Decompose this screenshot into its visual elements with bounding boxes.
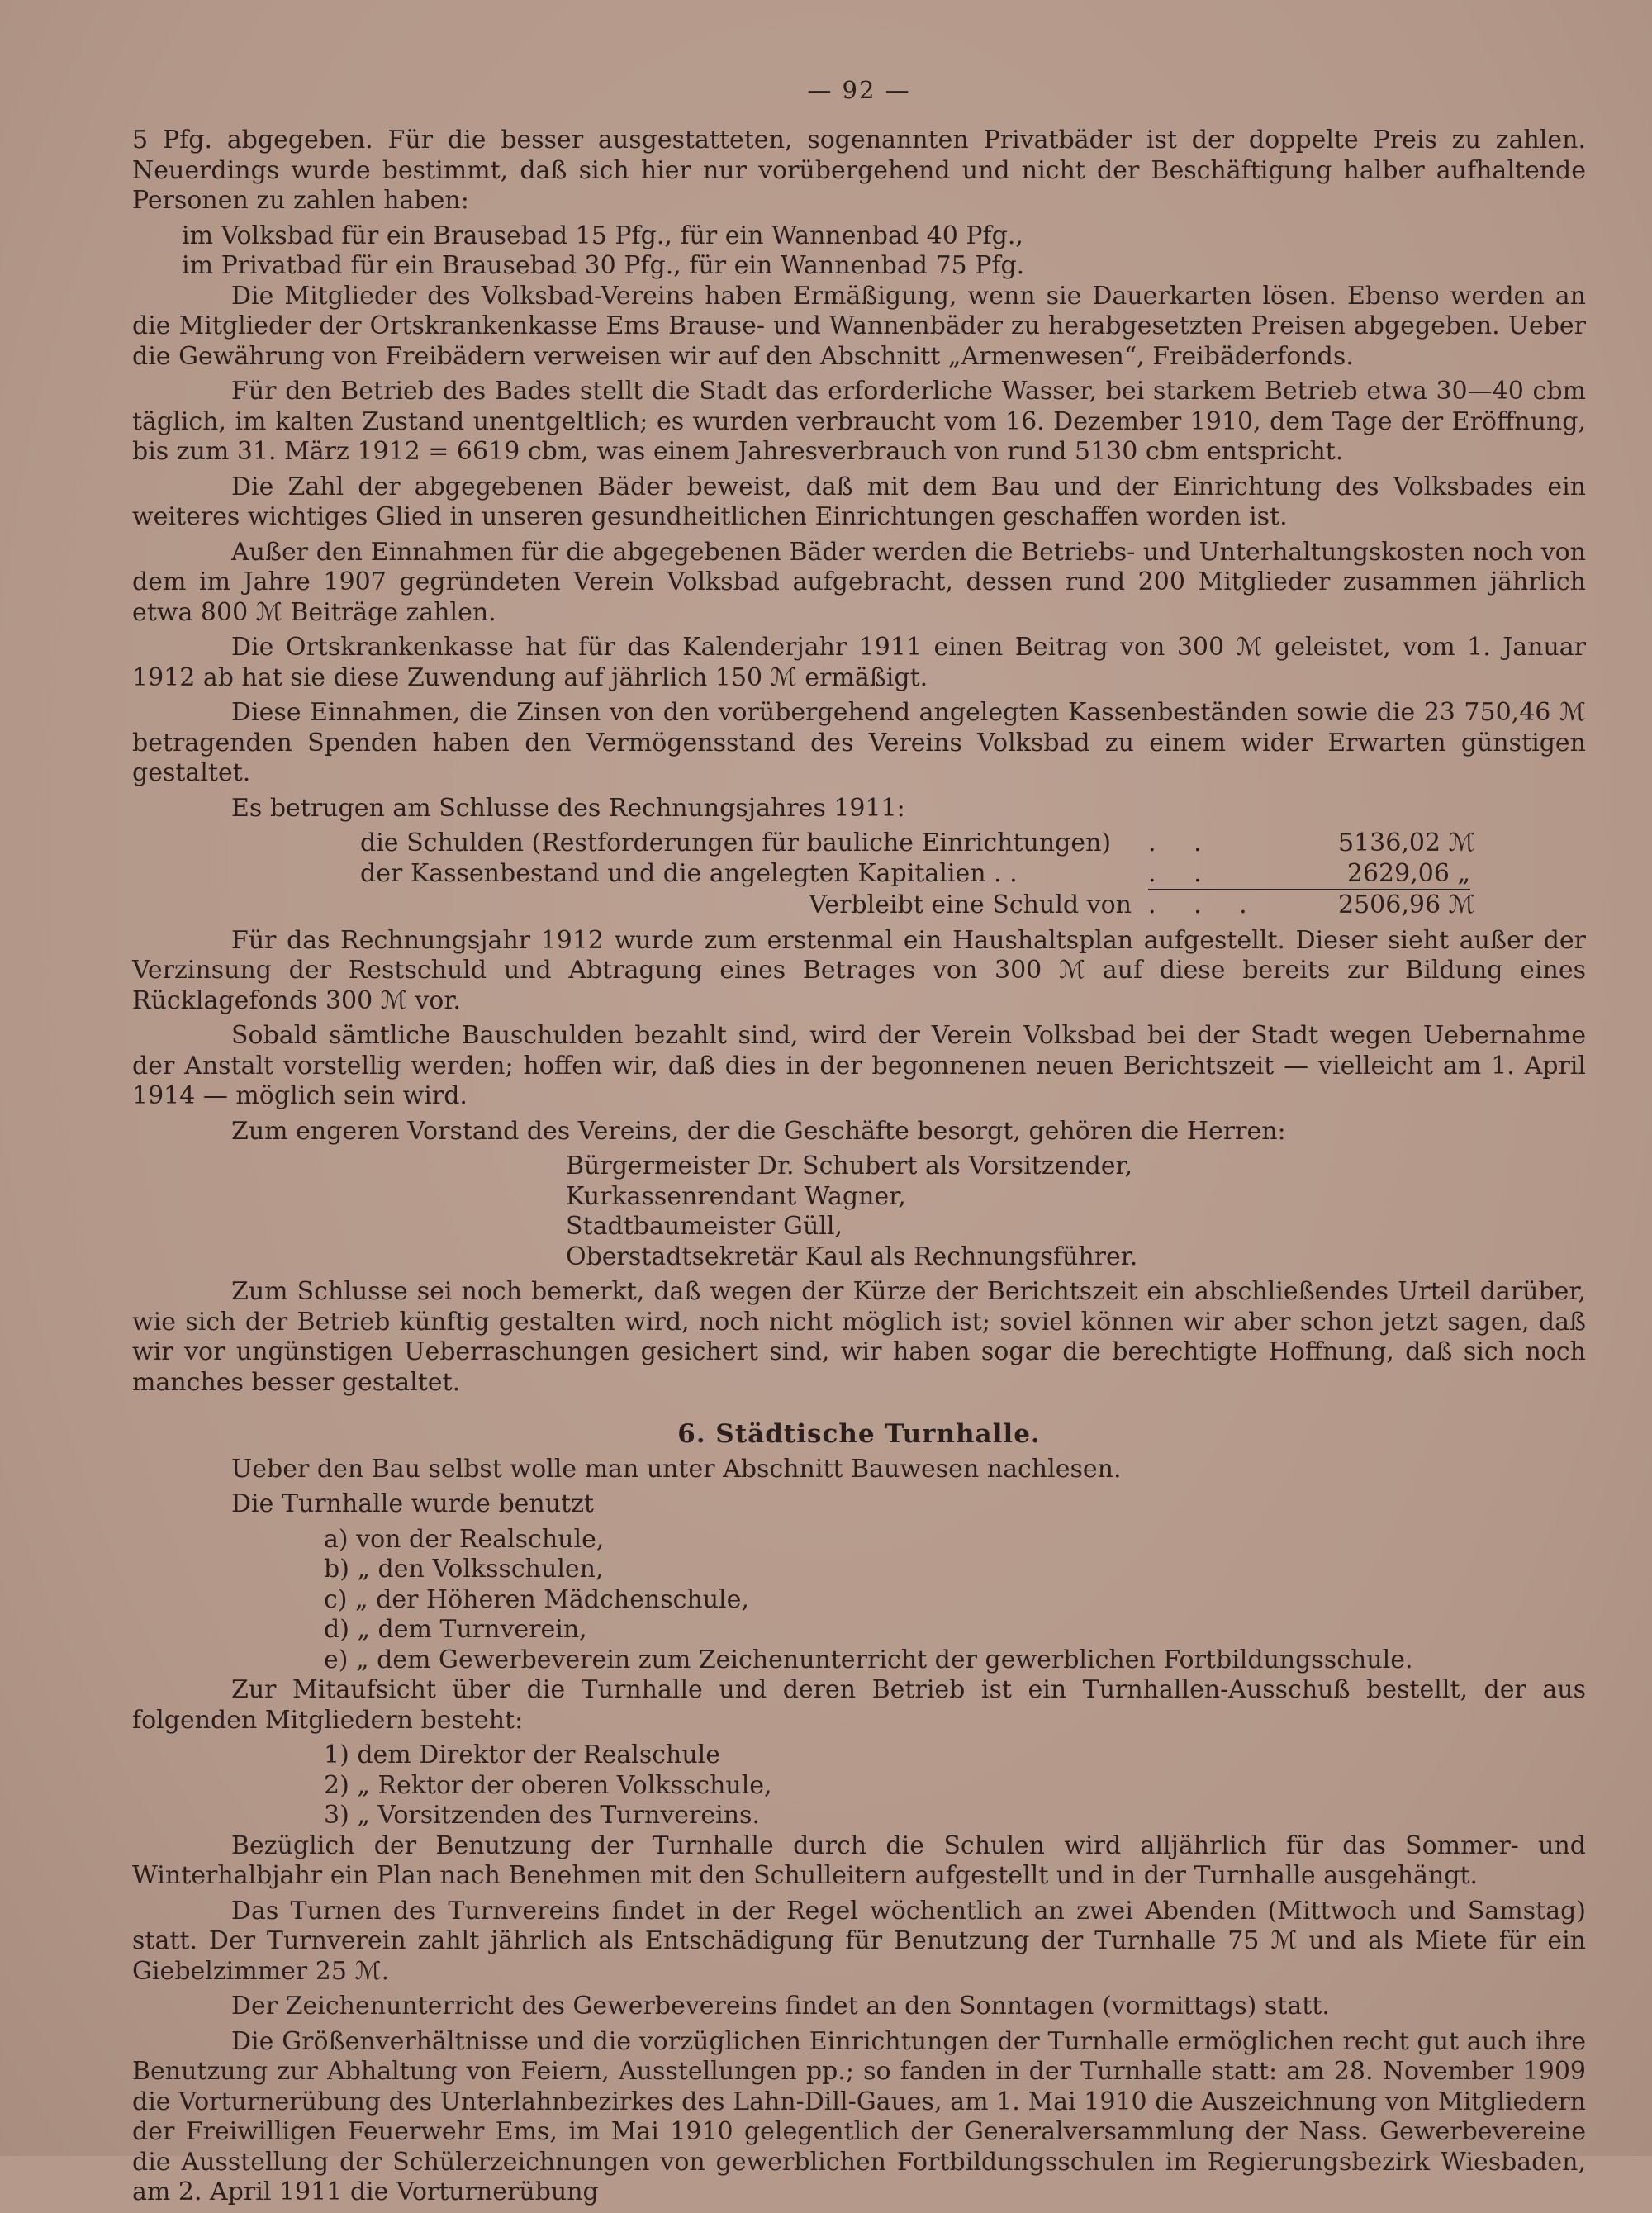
paragraph: Die Größenverhältnisse und die vorzüglichen Einrichtungen der Turnhalle ermöglichen recht gut auch ihre Benutzung zur Abhaltung von Feiern, Ausstellungen pp.; so fanden in der Turnhalle statt: am 28. November 1909 die Vorturnerübung des Unterlahnbezirkes des Lahn-Dill-Gaues, am 1. Mai 1910 die Auszeichnung von Mitgliedern der Freiwilligen Feuerwehr Ems, im Mai 1910 gelegentlich der Generalversammlung der Nass. Gewerbevereine die Ausstellung der Schülerzeichnungen von gewerblichen Fortbildungsschulen im Regierungsbezirk Wiesbaden, am 2. April 1911 die Vorturnerübung	[132, 2026, 1586, 2206]
finance-dots: . .	[1148, 858, 1217, 888]
finance-value: 2629,06 „	[1346, 858, 1470, 888]
page-number: — 92 —	[807, 76, 911, 104]
section-title: 6. Städtische Turnhalle.	[677, 1419, 1041, 1449]
paragraph: Für den Betrieb des Bades stellt die Stadt das erforderliche Wasser, bei starkem Betrieb etwa 30—40 cbm täglich, im kalten Zustand unentgeltlich; es wurden verbraucht vom 16. Dezember 1910, dem Tage der Eröffnung, bis zum 31. März 1912 = 6619 cbm, was einem Jahresverbrauch von rund 5130 cbm entspricht.	[132, 377, 1586, 466]
paragraph: Die Ortskrankenkasse hat für das Kalenderjahr 1911 einen Beitrag von 300 ℳ geleistet, vom 1. Januar 1912 ab hat sie diese Zuwendung auf jährlich 150 ℳ ermäßigt.	[132, 633, 1586, 692]
paragraph: Zum Schlusse sei noch bemerkt, daß wegen der Kürze der Berichtszeit ein abschließendes Urteil darüber, wie sich der Betrieb künftig gestalten wird, noch nicht möglich ist; soviel können wir aber schon jetzt sagen, daß wir vor ungünstigen Ueberraschungen gesichert sind, wir haben sogar die berechtigte Hoffnung, daß sich noch manches besser gestaltet.	[132, 1277, 1586, 1397]
finance-label: die Schulden (Restforderungen für bauliche Einrichtungen)	[360, 829, 1112, 857]
committee-list	[324, 1740, 1586, 1831]
price-line: im Volksbad für ein Brausebad 15 Pfg., für ein Wannenbad 40 Pfg.,	[182, 221, 1023, 250]
list-item: b) „ den Volksschulen,	[324, 1555, 604, 1584]
paragraph: Die Zahl der abgegebenen Bäder beweist, daß mit dem Bau und der Einrichtung des Volksbades ein weiteres wichtiges Glied in unseren gesundheitlichen Einrichtungen geschaffen worden ist.	[132, 472, 1586, 531]
finance-row	[360, 859, 1470, 890]
paragraph: Die Mitglieder des Volksbad-Vereins haben Ermäßigung, wenn sie Dauerkarten lösen. Ebenso werden an die Mitglieder der Ortskrankenkasse Ems Brause- und Wannenbäder zu herabgesetzten Preisen abgegeben. Ueber die Gewährung von Freibädern verweisen wir auf den Abschnitt „Armenwesen“, Freibäderfonds.	[132, 281, 1586, 371]
finance-sum-value: 2506,96 ℳ	[1338, 890, 1475, 919]
price-line: im Privatbad für ein Brausebad 30 Pfg., für ein Wannenbad 75 Pfg.	[182, 251, 1025, 280]
board-member: Oberstadtsekretär Kaul als Rechnungsführer.	[566, 1242, 1138, 1271]
list-item: 3) „ Vorsitzenden des Turnvereins.	[324, 1801, 760, 1830]
paragraph: Bezüglich der Benutzung der Turnhalle durch die Schulen wird alljährlich für das Sommer- und Winterhalbjahr ein Plan nach Benehmen mit den Schulleitern aufgestellt und in der Turnhalle ausgehängt.	[132, 1831, 1586, 1890]
paragraph: Diese Einnahmen, die Zinsen von den vorübergehend angelegten Kassenbeständen sowie die 23 750,46 ℳ betragenden Spenden haben den Vermögensstand des Vereins Volksbad zu einem wider Erwarten günstigen gestaltet.	[132, 698, 1586, 787]
finance-value: 5136,02 ℳ	[1338, 829, 1475, 857]
finance-label: der Kassenbestand und die angelegten Kapitalien . .	[360, 858, 1018, 888]
board-member: Bürgermeister Dr. Schubert als Vorsitzender,	[566, 1152, 1133, 1180]
users-list	[324, 1525, 1586, 1676]
finance-sum-dots: . . .	[1148, 889, 1338, 921]
paragraph: Außer den Einnahmen für die abgegebenen Bäder werden die Betriebs- und Unterhaltungskosten noch von dem im Jahre 1907 gegründeten Verein Volksbad aufgebracht, dessen rund 200 Mitglieder zusammen jährlich etwa 800 ℳ Beiträge zahlen.	[132, 537, 1586, 627]
list-item: 2) „ Rektor der oberen Volksschule,	[324, 1770, 772, 1800]
list-item: a) von der Realschule,	[324, 1524, 605, 1554]
paragraph: Das Turnen des Turnvereins findet in der Regel wöchentlich an zwei Abenden (Mittwoch und Samstag) statt. Der Turnverein zahlt jährlich als Entschädigung für Benutzung der Turnhalle 75 ℳ und als Miete für ein Giebelzimmer 25 ℳ.	[132, 1896, 1586, 1986]
paragraph: Für das Rechnungsjahr 1912 wurde zum erstenmal ein Haushaltsplan aufgestellt. Dieser sieht außer der Verzinsung der Restschuld und Abtragung eines Betrages von 300 ℳ auf diese bereits zur Bildung eines Rücklagefonds 300 ℳ vor.	[132, 925, 1586, 1015]
finance-dots: . .	[1148, 829, 1217, 857]
finance-table	[360, 829, 1475, 921]
board-list	[566, 1152, 1586, 1272]
paragraph: Sobald sämtliche Bauschulden bezahlt sind, wird der Verein Volksbad bei der Stadt wegen Uebernahme der Anstalt vorstellig werden; hoffen wir, daß dies in der begonnenen neuen Berichtszeit — vielleicht am 1. April 1914 — möglich sein wird.	[132, 1021, 1586, 1110]
price-list	[132, 221, 1586, 282]
list-item: 1) dem Direktor der Realschule	[324, 1740, 721, 1769]
list-item: d) „ dem Turnverein,	[324, 1615, 587, 1644]
board-member: Kurkassenrendant Wagner,	[566, 1181, 906, 1211]
paragraph: Zur Mitaufsicht über die Turnhalle und deren Betrieb ist ein Turnhallen-Ausschuß bestellt, der aus folgenden Mitgliedern besteht:	[132, 1675, 1586, 1735]
list-item: c) „ der Höheren Mädchenschule,	[324, 1584, 749, 1614]
finance-row	[360, 829, 1475, 859]
page-body	[132, 126, 1586, 2213]
board-member: Stadtbaumeister Güll,	[566, 1212, 843, 1241]
paragraph: 5 Pfg. abgegeben. Für die besser ausgestatteten, sogenannten Privatbäder ist der doppelte Preis zu zahlen. Neuerdings wurde bestimmt, daß sich hier nur vorübergehend und nicht der Beschäftigung halber aufhaltende Personen zu zahlen haben:	[132, 126, 1586, 215]
paragraph: Der Zeichenunterricht des Gewerbevereins findet an den Sonntagen (vormittags) statt.	[231, 1992, 1330, 2021]
paragraph: Es betrugen am Schlusse des Rechnungsjahres 1911:	[231, 793, 905, 823]
finance-sum-row	[360, 889, 1475, 921]
paragraph: Ueber den Bau selbst wolle man unter Abschnitt Bauwesen nachlesen.	[231, 1454, 1122, 1484]
paragraph: Zum engeren Vorstand des Vereins, der die Geschäfte besorgt, gehören die Herren:	[231, 1116, 1286, 1146]
paragraph: Die Turnhalle wurde benutzt	[231, 1489, 594, 1518]
finance-sum-label: Verbleibt eine Schuld von	[809, 890, 1132, 919]
list-item: e) „ dem Gewerbeverein zum Zeichenunterricht der gewerblichen Fortbildungsschule.	[324, 1645, 1413, 1674]
